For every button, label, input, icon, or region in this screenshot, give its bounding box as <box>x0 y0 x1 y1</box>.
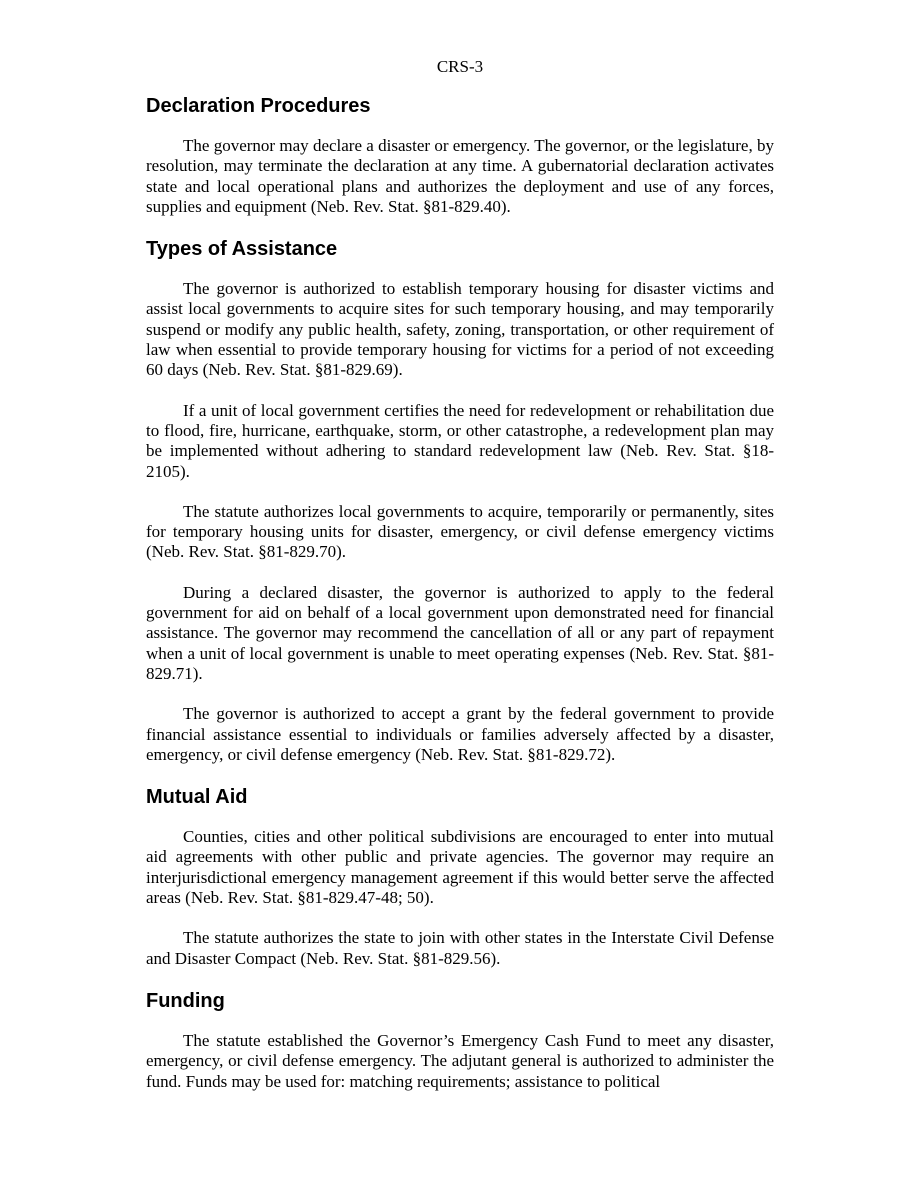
page-number: CRS-3 <box>436 57 484 76</box>
section-heading-declaration-procedures: Declaration Procedures <box>146 95 371 117</box>
paragraph: The statute established the Governor’s Emergency Cash Fund to meet any disaster, emergency, or civil defense emergency. The adjutant general is authorized to administer the fund. Funds may be used for: matching requirements; assistance to political <box>146 1030 774 1091</box>
paragraph: During a declared disaster, the governor is authorized to apply to the federal government for aid on behalf of a local government upon demonstrated need for financial assistance. The governor may recommend the cancellation of all or any part of repayment when a unit of local government is unable to meet operating expenses (Neb. Rev. Stat. §81-829.71). <box>146 582 774 683</box>
paragraph: The governor is authorized to accept a grant by the federal government to provide financial assistance essential to individuals or families adversely affected by a disaster, emergency, or civil defense emergency (Neb. Rev. Stat. §81-829.72). <box>146 704 774 764</box>
section-heading-mutual-aid: Mutual Aid <box>146 786 248 809</box>
paragraph: If a unit of local government certifies the need for redevelopment or rehabilitation due to flood, fire, hurricane, earthquake, storm, or other catastrophe, a redevelopment plan may be implemented without adhering to standard redevelopment law (Neb. Rev. Stat. §18-2105). <box>146 400 774 481</box>
paragraph: The statute authorizes the state to join with other states in the Interstate Civil Defense and Disaster Compact (Neb. Rev. Stat. §81-829.56). <box>146 928 774 968</box>
paragraph: Counties, cities and other political subdivisions are encouraged to enter into mutual aid agreements with other public and private agencies. The governor may require an interjurisdictional emergency management agreement if this would better serve the affected areas (Neb. Rev. Stat. §81-829.47-48; 50). <box>146 827 774 908</box>
paragraph: The governor is authorized to establish temporary housing for disaster victims and assist local governments to acquire sites for such temporary housing, and may temporarily suspend or modify any public health, safety, zoning, transportation, or other requirement of law when essential to provide temporary housing for victims for a period of not exceeding 60 days (Neb. Rev. Stat. §81-829.69). <box>146 279 774 380</box>
section-heading-funding: Funding <box>146 989 225 1012</box>
paragraph: The statute authorizes local governments to acquire, temporarily or permanently, sites for temporary housing units for disaster, emergency, or civil defense emergency victims (Neb. Rev. Stat. §81-829.70). <box>146 501 774 562</box>
section-heading-types-of-assistance: Types of Assistance <box>146 238 338 261</box>
paragraph: The governor may declare a disaster or emergency. The governor, or the legislature, by resolution, may terminate the declaration at any time. A gubernatorial declaration activates state and local operational plans and authorizes the deployment and use of any forces, supplies and equipment (Neb. Rev. Stat. §81-829.40). <box>146 136 774 216</box>
document-body <box>146 92 774 1092</box>
